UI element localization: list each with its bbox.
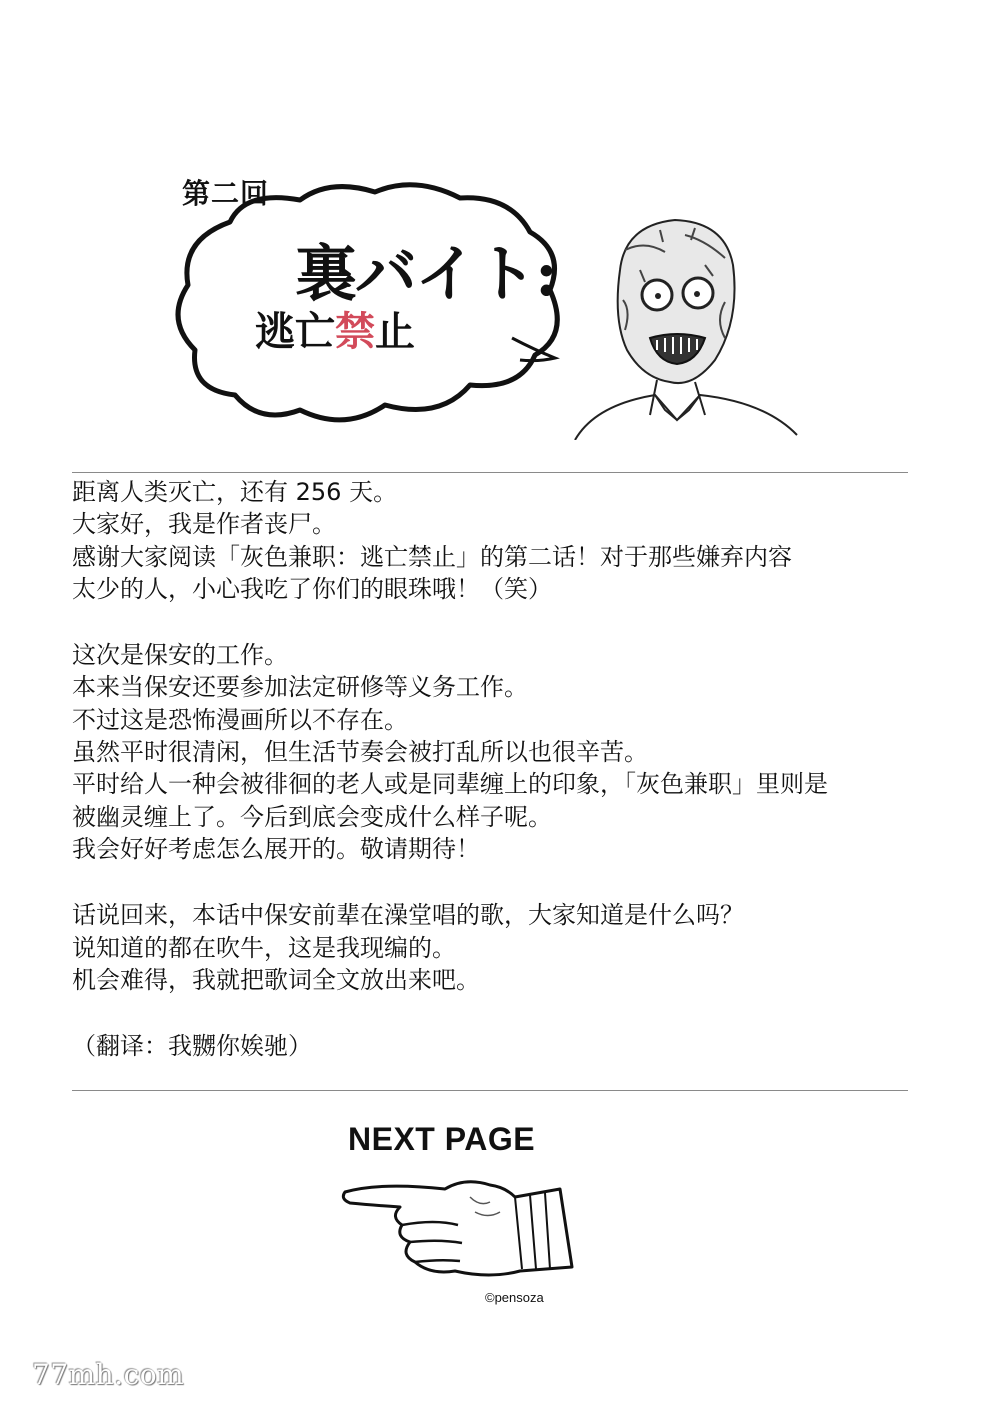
chapter-header: [160, 150, 810, 450]
text-line: 不过这是恐怖漫画所以不存在。: [72, 705, 408, 734]
episode-label: 第二回: [182, 177, 270, 210]
title-sub-suffix: 止: [375, 308, 415, 355]
text-line: 我会好好考虑怎么展开的。敬请期待！: [72, 834, 480, 863]
paragraph-gap: [72, 605, 922, 639]
next-page-label: NEXT PAGE: [348, 1121, 536, 1157]
divider-top: [72, 472, 908, 473]
title-sub: [255, 300, 415, 357]
site-watermark: 77mh.com: [32, 1358, 185, 1391]
text-line: 距离人类灭亡，还有 256 天。: [72, 478, 398, 506]
title-sub-accent: 禁: [335, 308, 375, 355]
text-line: （翻译：我嬲你娭驰）: [72, 1032, 312, 1061]
text-line: 机会难得，我就把歌词全文放出来吧。: [72, 965, 480, 994]
text-line: 被幽灵缠上了。今后到底会变成什么样子呢。: [72, 802, 552, 831]
text-line: 感谢大家阅读「灰色兼职：逃亡禁止」的第二话！对于那些嫌弃内容: [72, 542, 792, 571]
divider-bottom: [72, 1090, 908, 1091]
afterword-text: [72, 476, 922, 1062]
zombie-author-portrait: [565, 210, 805, 440]
paragraph-gap: [72, 996, 922, 1030]
text-line: 虽然平时很清闲，但生活节奏会被打乱所以也很辛苦。: [72, 738, 648, 767]
text-line: 平时给人一种会被徘徊的老人或是同辈缠上的印象，「灰色兼职」里则是: [72, 770, 828, 799]
paragraph-gap: [72, 865, 922, 899]
illustration-credit: ©pensoza: [485, 1290, 544, 1305]
text-line: 话说回来，本话中保安前辈在澡堂唱的歌，大家知道是什么吗？: [72, 901, 744, 930]
pointing-hand-icon: [340, 1167, 580, 1282]
title-sub-prefix: 逃亡: [255, 308, 335, 355]
text-line: 这次是保安的工作。: [72, 641, 288, 670]
title-main: 裏バイト:: [295, 237, 556, 310]
text-line: 说知道的都在吹牛，这是我现编的。: [72, 933, 456, 962]
text-line: 太少的人，小心我吃了你们的眼珠哦！（笑）: [72, 574, 552, 603]
text-line: 大家好，我是作者丧尸。: [72, 510, 336, 539]
text-line: 本来当保安还要参加法定研修等义务工作。: [72, 673, 528, 702]
